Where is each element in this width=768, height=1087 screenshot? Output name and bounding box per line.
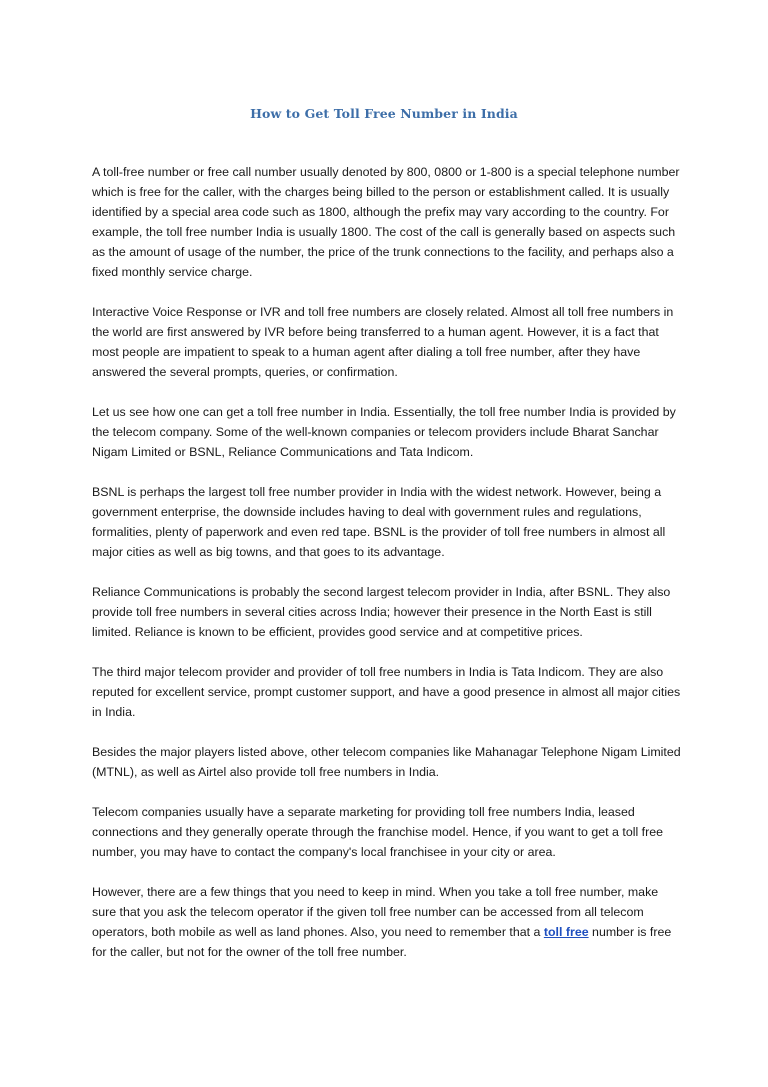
paragraph-keep-in-mind-text-end: number is free for the caller, but not for the owner of the toll free number. <box>92 925 672 959</box>
paragraph-bsnl: BSNL is perhaps the largest toll free number provider in India with the widest network. However, being a government enterprise, the downside includes having to deal with government rules and regulations, formalities, plenty of paperwork and even red tape. BSNL is the provider of toll free numbers in almost all major cities as well as big towns, and that goes to its advantage. <box>92 485 666 559</box>
paragraph-toll-free-definition: A toll-free number or free call number usually denoted by 800, 0800 or 1-800 is a special telephone number which is free for the caller, with the charges being billed to the person or establishment called. It is usually identified by a special area code such as 1800, although the prefix may vary according to the country. For example, the toll free number India is usually 1800. The cost of the call is generally based on aspects such as the amount of usage of the number, the price of the trunk connections to the facility, and perhaps also a fixed monthly service charge. <box>92 165 680 279</box>
paragraph-franchise-model: Telecom companies usually have a separate marketing for providing toll free numbers India, leased connections and they generally operate through the franchise model. Hence, if you want to get a toll free number, you may have to contact the company's local franchisee in your city or area. <box>92 805 664 859</box>
toll-free-link[interactable]: toll free <box>543 925 589 939</box>
document-title: How to Get Toll Free Number in India <box>250 106 518 121</box>
paragraph-reliance: Reliance Communications is probably the second largest telecom provider in India, after BSNL. They also provide toll free numbers in several cities across India; however their presence in the North East is still limited. Reliance is known to be efficient, provides good service and at competitive prices. <box>92 585 671 639</box>
paragraph-keep-in-mind <box>92 882 682 962</box>
paragraph-ivr: Interactive Voice Response or IVR and toll free numbers are closely related. Almost all toll free numbers in the world are first answered by IVR before being transferred to a human agent. However, it is a fact that most people are impatient to speak to a human agent after dialing a toll free number, after they have answered the several prompts, queries, or confirmation. <box>92 305 674 379</box>
document-body <box>92 162 682 982</box>
paragraph-keep-in-mind-text-start: However, there are a few things that you need to keep in mind. When you take a toll free number, make sure that you ask the telecom operator if the given toll free number can be accessed from all telecom operators, both mobile as well as land phones. Also, you need to remember that a <box>92 885 659 939</box>
paragraph-how-to-get: Let us see how one can get a toll free number in India. Essentially, the toll free number India is provided by the telecom company. Some of the well-known companies or telecom providers include Bharat Sanchar Nigam Limited or BSNL, Reliance Communications and Tata Indicom. <box>92 405 676 459</box>
paragraph-other-players: Besides the major players listed above, other telecom companies like Mahanagar Telephone Nigam Limited (MTNL), as well as Airtel also provide toll free numbers in India. <box>92 745 681 779</box>
paragraph-tata-indicom: The third major telecom provider and provider of toll free numbers in India is Tata Indicom. They are also reputed for excellent service, prompt customer support, and have a good presence in almost all major cities in India. <box>92 665 681 719</box>
